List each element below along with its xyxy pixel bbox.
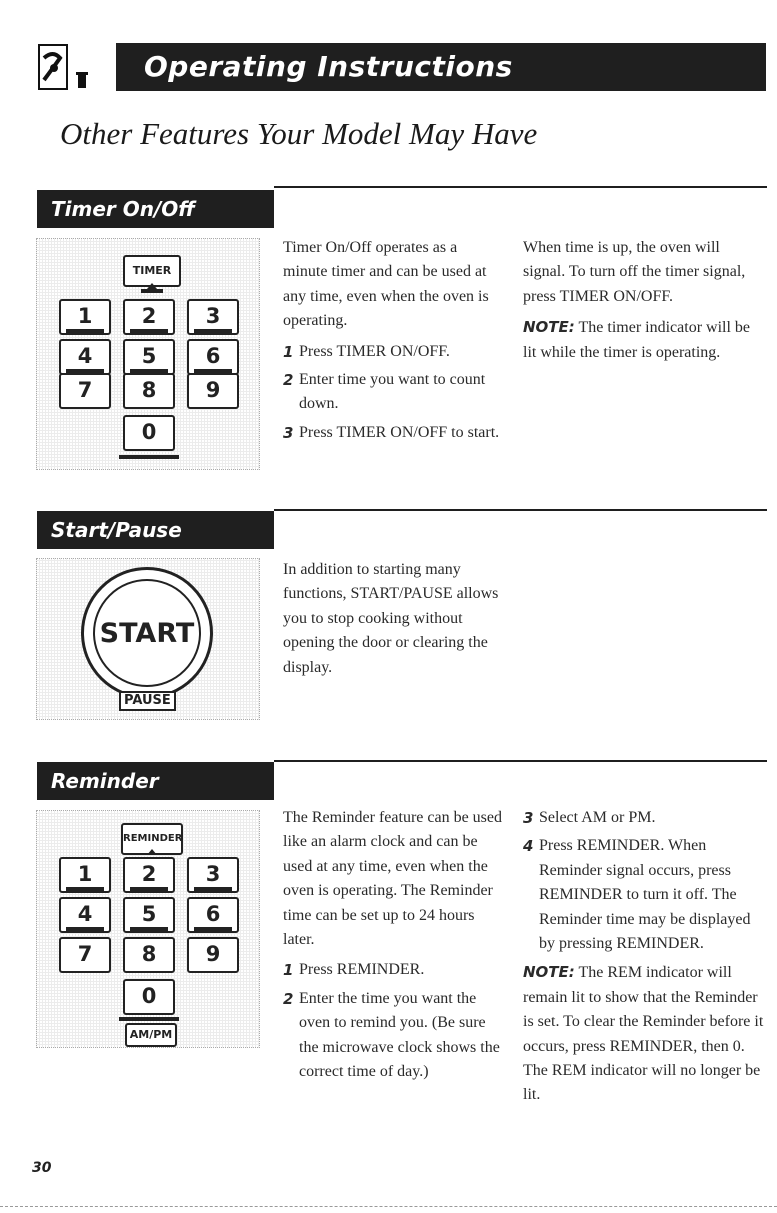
reminder-keypad-key-5: 5 bbox=[123, 897, 175, 933]
timer-section-heading: Timer On/Off bbox=[37, 190, 274, 228]
start-label: START bbox=[93, 579, 201, 687]
keypad-key-1-sublabel bbox=[66, 329, 104, 334]
page-number: 30 bbox=[32, 1160, 52, 1176]
keypad-key-9: 9 bbox=[187, 373, 239, 409]
keypad-key-5: 5 bbox=[123, 339, 175, 375]
pause-label: PAUSE bbox=[119, 691, 176, 711]
bottom-divider bbox=[0, 1206, 777, 1208]
reminder-key-6-sublabel bbox=[194, 927, 232, 932]
start-pause-illustration bbox=[36, 558, 260, 720]
timer-note: NOTE: The timer indicator will be lit while the timer is operating. bbox=[523, 318, 751, 361]
start-section-rule bbox=[274, 509, 767, 511]
keypad-key-3: 3 bbox=[187, 299, 239, 335]
reminder-key-indicator bbox=[147, 849, 157, 855]
reminder-keypad-key-8: 8 bbox=[123, 937, 175, 973]
reminder-section-heading: Reminder bbox=[37, 762, 274, 800]
timer-instructions bbox=[283, 236, 503, 449]
keypad-key-7: 7 bbox=[59, 373, 111, 409]
timer-key: TIMER bbox=[123, 255, 181, 287]
reminder-section-rule bbox=[274, 760, 767, 762]
timer-signal-text: When time is up, the oven will signal. To turn off the timer signal, press TIMER ON/OFF. bbox=[523, 239, 746, 305]
reminder-keypad-key-2: 2 bbox=[123, 857, 175, 893]
reminder-key-0-sublabel bbox=[119, 1017, 179, 1021]
start-button-graphic bbox=[81, 567, 213, 699]
reminder-keypad-key-6: 6 bbox=[187, 897, 239, 933]
keypad-key-2-sublabel bbox=[130, 329, 168, 334]
reminder-keypad-key-0: 0 bbox=[123, 979, 175, 1015]
reminder-notes bbox=[523, 806, 765, 1114]
reminder-note: NOTE: The REM indicator will remain lit to show that the Reminder is set. To clear the Reminder before it occurs, press REMINDER, then 0. The REM indicator will no longer be lit. bbox=[523, 963, 764, 1104]
timer-notes bbox=[523, 236, 763, 371]
reminder-keypad-key-9: 9 bbox=[187, 937, 239, 973]
microwave-section-icon bbox=[38, 44, 92, 90]
reminder-keypad-key-7: 7 bbox=[59, 937, 111, 973]
keypad-key-6: 6 bbox=[187, 339, 239, 375]
reminder-key-4-sublabel bbox=[66, 927, 104, 932]
timer-section-rule bbox=[274, 186, 767, 188]
keypad-key-1: 1 bbox=[59, 299, 111, 335]
timer-step-3: 3 Press TIMER ON/OFF to start. bbox=[283, 423, 500, 442]
keypad-key-0-sublabel bbox=[119, 455, 179, 459]
timer-step-2: 2 Enter time you want to count down. bbox=[283, 371, 486, 413]
start-pause-text: In addition to starting many functions, START/PAUSE allows you to stop cooking without opening the door or clearing the display. bbox=[283, 561, 499, 676]
reminder-step-2: 2 Enter the time you want the oven to remind you. (Be sure the microwave clock shows the correct time of day.) bbox=[283, 989, 500, 1081]
reminder-keypad-key-4: 4 bbox=[59, 897, 111, 933]
keypad-key-8: 8 bbox=[123, 373, 175, 409]
reminder-keypad-illustration bbox=[36, 810, 260, 1048]
reminder-step-1: 1 Press REMINDER. bbox=[283, 961, 425, 980]
timer-keypad-illustration bbox=[36, 238, 260, 470]
start-section-heading: Start/Pause bbox=[37, 511, 274, 549]
reminder-key-2-sublabel bbox=[130, 887, 168, 892]
reminder-key-3-sublabel bbox=[194, 887, 232, 892]
reminder-key-1-sublabel bbox=[66, 887, 104, 892]
page-subtitle: Other Features Your Model May Have bbox=[60, 116, 538, 151]
reminder-intro: The Reminder feature can be used like an alarm clock and can be used at any time, even when the oven is operating. The Reminder time can be set up to 24 hours later. bbox=[283, 809, 503, 949]
page-banner: Operating Instructions bbox=[116, 43, 766, 91]
keypad-key-0: 0 bbox=[123, 415, 175, 451]
keypad-key-4: 4 bbox=[59, 339, 111, 375]
keypad-key-2: 2 bbox=[123, 299, 175, 335]
timer-intro: Timer On/Off operates as a minute timer and can be used at any time, even when the oven is operating. bbox=[283, 239, 489, 330]
reminder-instructions bbox=[283, 806, 508, 1088]
keypad-key-3-sublabel bbox=[194, 329, 232, 334]
reminder-step-4: 4 Press REMINDER. When Reminder signal occurs, press REMINDER to turn it off. The Reminder time may be displayed by pressing REMINDER. bbox=[523, 837, 751, 953]
reminder-step-3: 3 Select AM or PM. bbox=[523, 809, 656, 827]
reminder-key-5-sublabel bbox=[130, 927, 168, 932]
ampm-key: AM/PM bbox=[125, 1023, 177, 1047]
timer-key-sublabel bbox=[141, 289, 163, 293]
reminder-key: REMINDER bbox=[121, 823, 183, 855]
reminder-keypad-key-3: 3 bbox=[187, 857, 239, 893]
reminder-keypad-key-1: 1 bbox=[59, 857, 111, 893]
timer-step-1: 1 Press TIMER ON/OFF. bbox=[283, 342, 450, 361]
